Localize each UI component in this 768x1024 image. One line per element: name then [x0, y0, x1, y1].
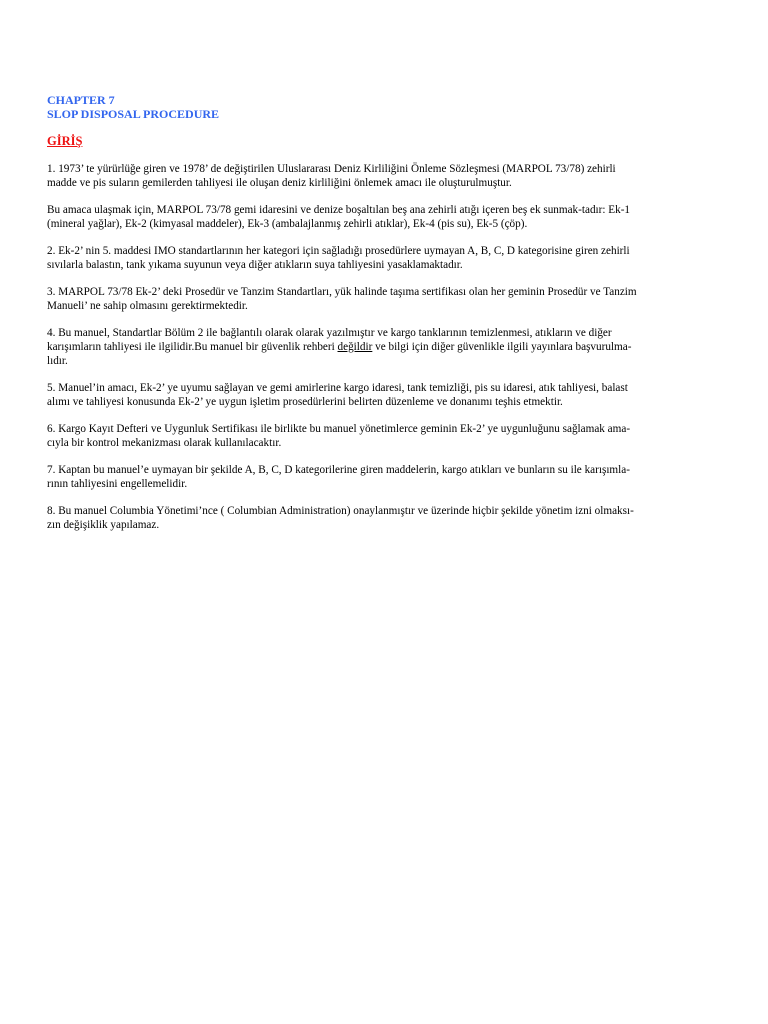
document-body [47, 93, 747, 532]
paragraph-6 [47, 381, 747, 409]
paragraph-line: zın değişiklik yapılamaz. [47, 519, 160, 531]
paragraph-line: 3. MARPOL 73/78 Ek-2’ deki Prosedür ve Tanzim Standartları, yük halinde taşıma sertifikası olan her geminin Prosedür ve Tanzim [47, 286, 637, 298]
paragraph-line: 4. Bu manuel, Standartlar Bölüm 2 ile bağlantılı olarak olarak yazılmıştır ve kargo tanklarının temizlenmesi, atıkların ve diğer [47, 327, 612, 339]
paragraph-5 [47, 326, 747, 368]
paragraph-line: Bu amaca ulaşmak için, MARPOL 73/78 gemi idaresini ve denize boşaltılan beş ana zehirli atığı içeren beş ek sunmak-tadır: Ek-1 [47, 204, 631, 216]
paragraph-line: 5. Manuel’in amacı, Ek-2’ ye uyumu sağlayan ve gemi amirlerine kargo idaresi, tank temizliği, pis su idaresi, atık tahliyesi, balast [47, 382, 628, 394]
paragraph-line: cıyla bir kontrol mekanizması olarak kullanılacaktır. [47, 437, 282, 449]
chapter-title: SLOP DISPOSAL PROCEDURE [47, 107, 220, 121]
paragraph-3 [47, 244, 747, 272]
paragraph-4 [47, 285, 747, 313]
paragraph-line: 2. Ek-2’ nin 5. maddesi IMO standartlarının her kategori için sağladığı prosedürlere uymayan A, B, C, D kategorisine giren zehirli [47, 245, 630, 257]
paragraph-7 [47, 422, 747, 450]
paragraph-line: sıvılarla balastın, tank yıkama suyunun veya diğer atıkların suya tahliyesini yasaklamaktadır. [47, 259, 463, 271]
paragraph-line: 7. Kaptan bu manuel’e uymayan bir şekilde A, B, C, D kategorilerine giren maddelerin, kargo atıkları ve bunların su ile karışımla- [47, 464, 630, 476]
paragraph-line: 8. Bu manuel Columbia Yönetimi’nce ( Columbian Administration) onaylanmıştır ve üzerinde hiçbir şekilde yönetim izni olmaksı- [47, 505, 634, 517]
paragraph-8 [47, 463, 747, 491]
paragraph-line: rının tahliyesini engellemelidir. [47, 478, 188, 490]
paragraph-9 [47, 504, 747, 532]
paragraph-line [47, 340, 747, 354]
paragraph-line: lıdır. [47, 355, 68, 367]
paragraph-text: ve bilgi için diğer güvenlikle ilgili yayınlara başvurulma- [372, 341, 632, 353]
paragraph-line: alımı ve tahliyesi konusunda Ek-2’ ye uygun işletim prosedürlerini belirten düzenleme ve donanımı teşhis etmektir. [47, 396, 563, 408]
paragraph-line: 1. 1973’ te yürürlüğe giren ve 1978’ de değiştirilen Uluslararası Deniz Kirliliğini Önleme Sözleşmesi (MARPOL 73/78) zehirli [47, 163, 616, 175]
paragraph-2 [47, 203, 747, 231]
chapter-heading [47, 93, 747, 121]
underlined-word: değildir [337, 341, 373, 353]
section-heading: GİRİŞ [47, 134, 83, 148]
paragraph-line: (mineral yağlar), Ek-2 (kimyasal maddeler), Ek-3 (ambalajlanmış zehirli atıklar), Ek-4 (pis su), Ek-5 (çöp). [47, 218, 528, 230]
paragraph-line: 6. Kargo Kayıt Defteri ve Uygunluk Sertifikası ile birlikte bu manuel yönetimlerce geminin Ek-2’ ye uygunluğunu sağlamak ama- [47, 423, 631, 435]
paragraph-line: madde ve pis suların gemilerden tahliyesi ile oluşan deniz kirliliğini önlemek amacı ile oluşturulmuştur. [47, 177, 512, 189]
paragraph-line: Manueli’ ne sahip olmasını gerektirmektedir. [47, 300, 248, 312]
chapter-number: CHAPTER 7 [47, 93, 115, 107]
paragraph-text: karışımların tahliyesi ile ilgilidir.Bu manuel bir güvenlik rehberi [47, 341, 338, 353]
paragraph-1 [47, 162, 747, 190]
